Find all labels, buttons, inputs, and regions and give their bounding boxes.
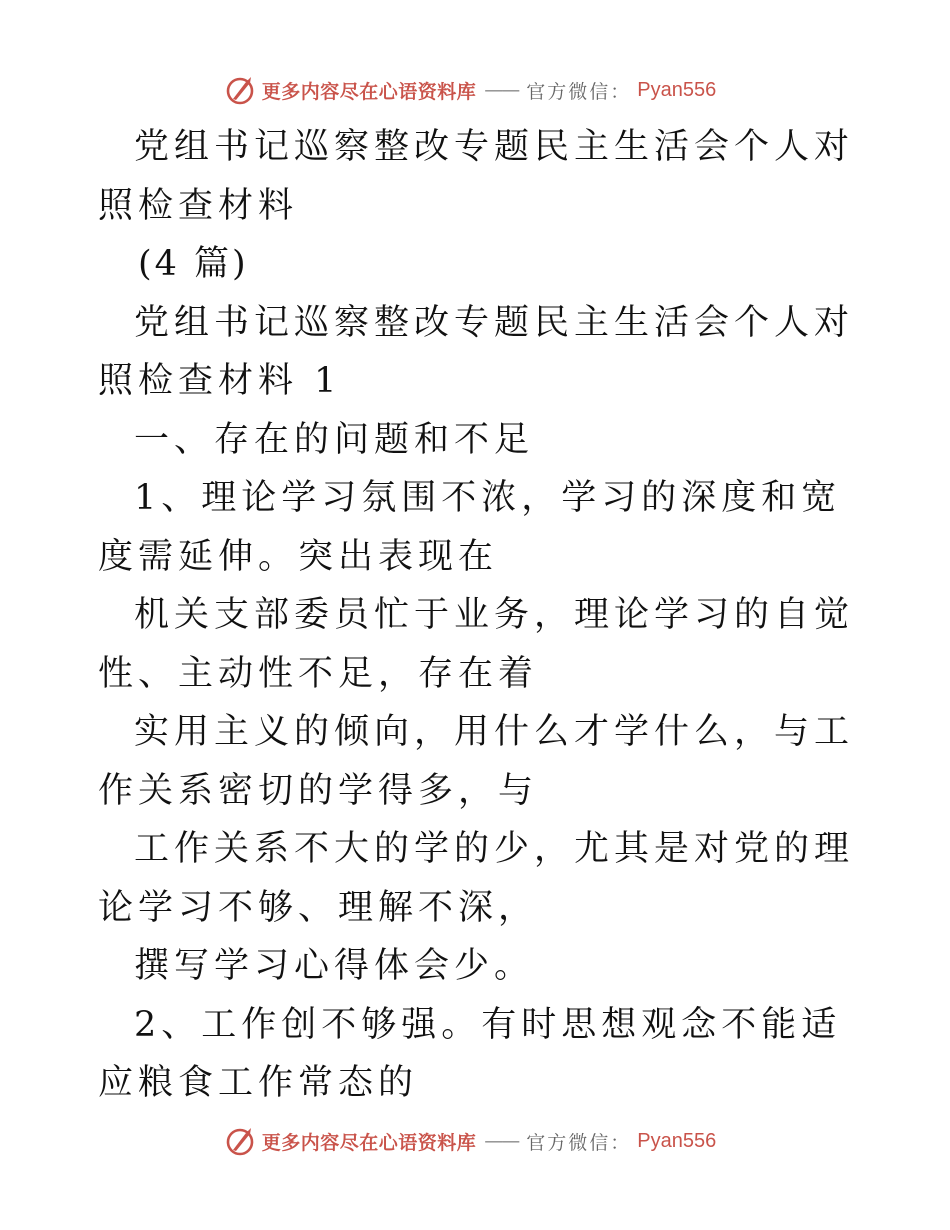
watermark-wechat-label: 官方微信：	[526, 80, 632, 103]
watermark-wechat-label: 官方微信：	[526, 1131, 632, 1154]
paragraph: 1、理论学习氛围不浓，学习的深度和宽度需延伸。突出表现在	[98, 478, 842, 577]
watermark-text: 更多内容尽在心语资料库	[261, 80, 477, 103]
paragraph: 一、存在的问题和不足	[134, 419, 535, 460]
quill-logo-icon	[224, 1125, 256, 1157]
document-subtitle: 党组书记巡察整改专题民主生活会个人对照检查材料 1	[98, 302, 855, 401]
watermark-text: 更多内容尽在心语资料库	[261, 1131, 477, 1154]
watermark-wechat-id: Pyan556	[637, 78, 717, 101]
paragraph: 2、工作创不够强。有时思想观念不能适应粮食工作常态的	[98, 1004, 842, 1103]
document-count: (4 篇)	[138, 244, 249, 284]
quill-logo-icon	[224, 74, 256, 106]
paragraph: 实用主义的倾向，用什么才学什么，与工作关系密切的学得多，与	[98, 712, 855, 811]
watermark-dash: ——	[484, 79, 519, 101]
paragraph: 机关支部委员忙于业务，理论学习的自觉性、主动性不足，存在着	[98, 595, 855, 694]
document-body	[98, 118, 858, 1113]
footer-watermark	[0, 1121, 950, 1161]
watermark-dash: ——	[484, 1130, 519, 1152]
header-watermark	[0, 70, 950, 110]
paragraph: 撰写学习心得体会少。	[134, 946, 535, 986]
watermark-wechat-id: Pyan556	[637, 1129, 717, 1152]
paragraph: 工作关系不大的学的少，尤其是对党的理论学习不够、理解不深，	[98, 829, 855, 928]
document-title: 党组书记巡察整改专题民主生活会个人对照检查材料	[98, 127, 855, 226]
